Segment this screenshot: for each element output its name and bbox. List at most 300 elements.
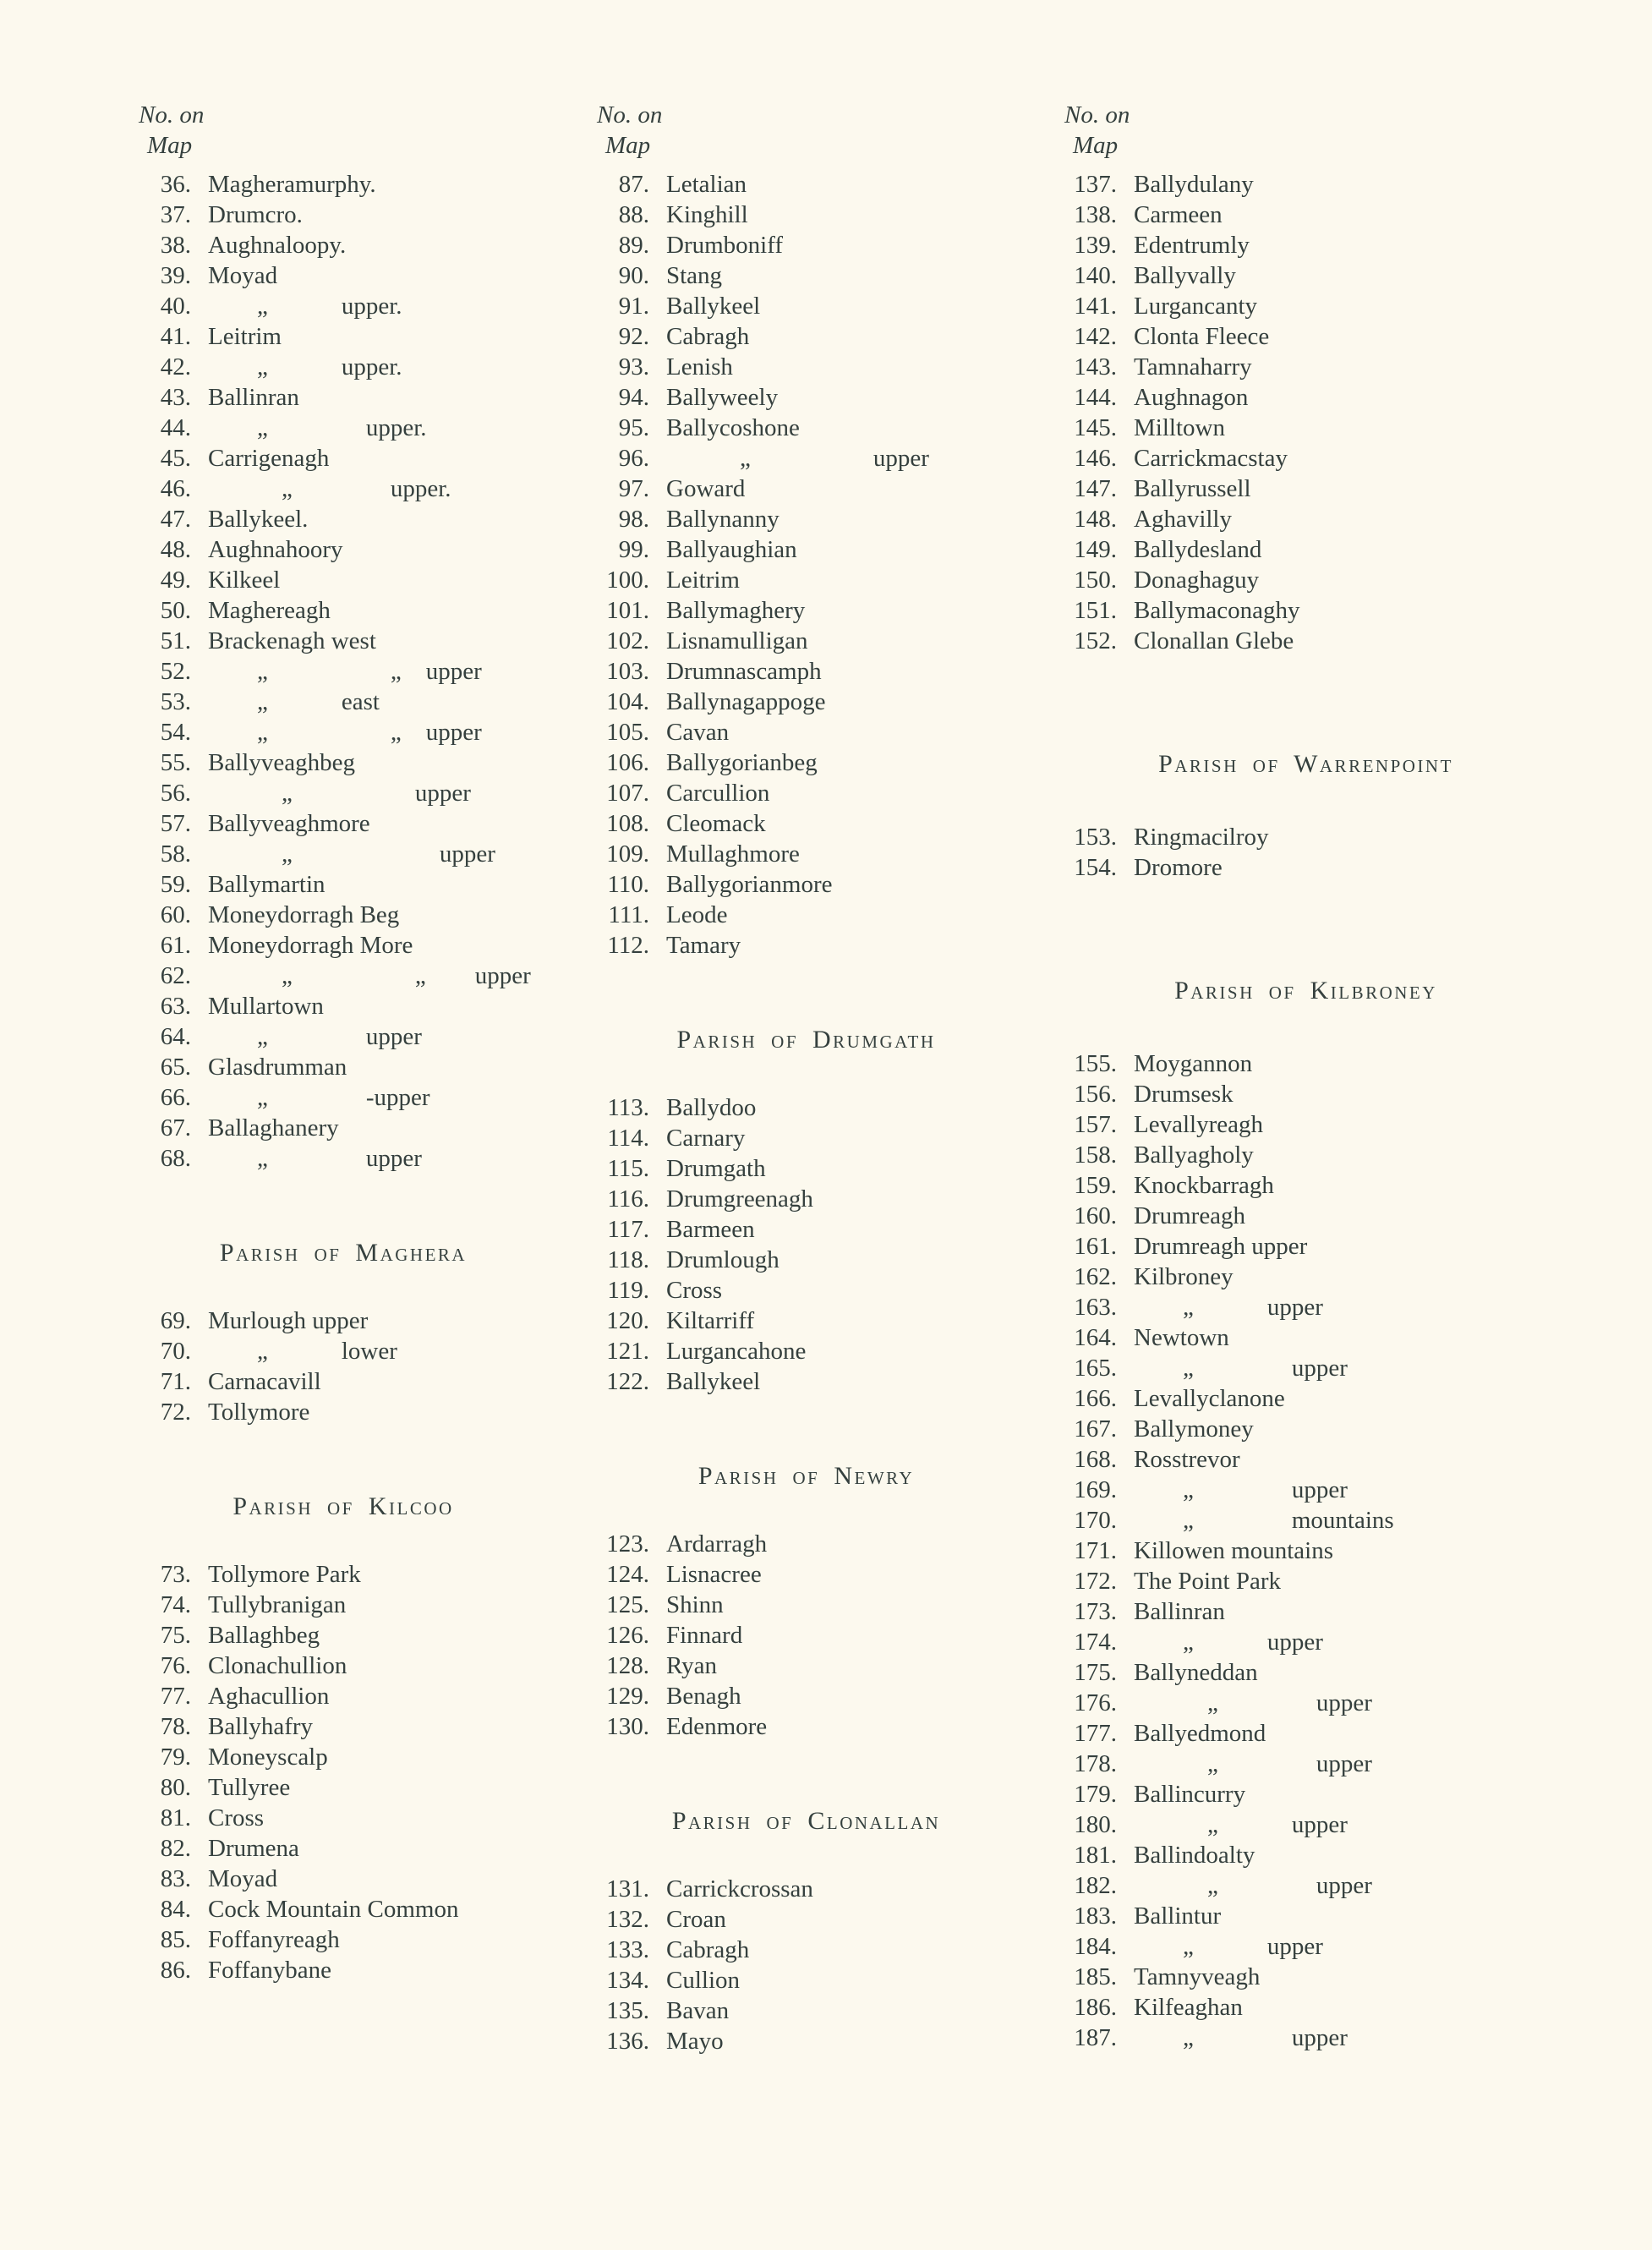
townland-name: Tullyree bbox=[208, 1774, 291, 1801]
townland-row bbox=[585, 747, 1053, 778]
townland-number: 56. bbox=[160, 780, 191, 807]
townland-number: 63. bbox=[160, 993, 191, 1020]
column-header-line2: Map bbox=[1073, 132, 1119, 159]
townland-row bbox=[127, 260, 585, 291]
townland-name: Ballycoshone bbox=[666, 414, 800, 441]
townland-row bbox=[1053, 1931, 1584, 1962]
townland-row bbox=[585, 717, 1053, 747]
townland-number: 40. bbox=[160, 293, 191, 320]
townland-name: „ „ upper bbox=[208, 962, 531, 989]
townland-name: „ upper bbox=[208, 780, 471, 807]
townland-row bbox=[1053, 1322, 1584, 1353]
townland-number: 110. bbox=[607, 871, 649, 898]
townland-number: 106. bbox=[606, 749, 649, 776]
townland-row bbox=[585, 2026, 1053, 2056]
townland-name: Moneyscalp bbox=[208, 1744, 328, 1771]
townland-number: 186. bbox=[1074, 1994, 1117, 2021]
townland-name: Kilfeaghan bbox=[1134, 1994, 1243, 2021]
townland-number: 170. bbox=[1074, 1507, 1117, 1534]
townland-number: 125. bbox=[606, 1591, 649, 1618]
townland-number: 85. bbox=[160, 1926, 191, 1953]
column-header-line2: Map bbox=[605, 132, 651, 159]
townland-row bbox=[585, 1935, 1053, 1965]
townland-name: Ryan bbox=[666, 1652, 718, 1679]
townland-name: Newtown bbox=[1134, 1324, 1229, 1351]
townland-number: 147. bbox=[1074, 475, 1117, 502]
townland-name: „ upper bbox=[1134, 2024, 1348, 2051]
townland-row bbox=[1053, 504, 1584, 534]
townland-row bbox=[585, 1123, 1053, 1153]
townland-name: The Point Park bbox=[1134, 1568, 1281, 1595]
townland-number: 66. bbox=[160, 1084, 191, 1111]
townland-row bbox=[1053, 1901, 1584, 1931]
townland-row bbox=[127, 930, 585, 961]
townland-name: Kilbroney bbox=[1134, 1263, 1234, 1290]
townland-name: Mullartown bbox=[208, 993, 324, 1020]
townland-number: 78. bbox=[160, 1713, 191, 1740]
townland-number: 116. bbox=[607, 1185, 649, 1213]
townland-name: Stang bbox=[666, 262, 723, 289]
townland-name: Ballyneddan bbox=[1134, 1659, 1258, 1686]
townland-name: Donaghaguy bbox=[1134, 567, 1260, 594]
townland-number: 80. bbox=[160, 1774, 191, 1801]
townland-row bbox=[127, 504, 585, 534]
townland-row bbox=[1053, 413, 1584, 443]
townland-number: 37. bbox=[160, 201, 191, 228]
townland-number: 46. bbox=[160, 475, 191, 502]
townland-name: Aghavilly bbox=[1134, 506, 1232, 533]
townland-number: 44. bbox=[160, 414, 191, 441]
townland-name: „ mountains bbox=[1134, 1507, 1394, 1534]
townland-number: 50. bbox=[160, 597, 191, 624]
townland-number: 119. bbox=[607, 1277, 649, 1304]
townland-number: 151. bbox=[1074, 597, 1117, 624]
townland-number: 75. bbox=[160, 1622, 191, 1649]
townland-row bbox=[585, 656, 1053, 687]
townland-row bbox=[585, 321, 1053, 352]
townland-number: 146. bbox=[1074, 445, 1117, 472]
townland-row bbox=[585, 869, 1053, 900]
townland-number: 49. bbox=[160, 567, 191, 594]
column-3 bbox=[1053, 100, 1584, 2056]
townland-number: 51. bbox=[160, 627, 191, 654]
townland-row bbox=[585, 1995, 1053, 2026]
townland-name: Ballyedmond bbox=[1134, 1720, 1266, 1747]
townland-name: „ upper bbox=[1134, 1811, 1348, 1838]
townland-row bbox=[585, 1214, 1053, 1245]
townland-row bbox=[127, 747, 585, 778]
townland-number: 86. bbox=[160, 1957, 191, 1984]
column-header-line1: No. on bbox=[139, 101, 205, 129]
townland-name: Ballykeel. bbox=[208, 506, 309, 533]
townland-name: „ „ upper bbox=[208, 658, 482, 685]
townland-name: Ballymaghery bbox=[666, 597, 806, 624]
townland-name: Ballyrussell bbox=[1134, 475, 1251, 502]
townland-number: 48. bbox=[160, 536, 191, 563]
townland-name: Ballydoo bbox=[666, 1094, 757, 1121]
townland-row bbox=[1053, 1201, 1584, 1231]
townland-row bbox=[1053, 1536, 1584, 1566]
parish-heading: Parish of Drumgath bbox=[676, 1026, 936, 1054]
townland-row bbox=[585, 1306, 1053, 1336]
townland-number: 103. bbox=[606, 658, 649, 685]
townland-row bbox=[127, 1924, 585, 1955]
townland-row bbox=[1053, 382, 1584, 413]
townland-number: 39. bbox=[160, 262, 191, 289]
townland-number: 43. bbox=[160, 384, 191, 411]
parish-heading: Parish of Maghera bbox=[219, 1239, 468, 1267]
townland-number: 140. bbox=[1074, 262, 1117, 289]
townland-name: Ballyagholy bbox=[1134, 1141, 1254, 1169]
townland-number: 143. bbox=[1074, 353, 1117, 380]
townland-number: 97. bbox=[618, 475, 649, 502]
townland-name: Goward bbox=[666, 475, 746, 502]
townland-name: Moneydorragh More bbox=[208, 932, 413, 959]
townland-row bbox=[127, 1681, 585, 1711]
townland-row bbox=[585, 1559, 1053, 1590]
townland-number: 144. bbox=[1074, 384, 1117, 411]
townland-name: Clonta Fleece bbox=[1134, 323, 1270, 350]
townland-row bbox=[1053, 1231, 1584, 1262]
column-header bbox=[597, 100, 1053, 161]
townland-name: „ upper bbox=[208, 1023, 422, 1050]
townland-row bbox=[127, 1864, 585, 1894]
townland-name: Drumnascamph bbox=[666, 658, 822, 685]
townland-number: 121. bbox=[606, 1338, 649, 1365]
townland-number: 172. bbox=[1074, 1568, 1117, 1595]
townland-row bbox=[127, 778, 585, 808]
townland-name: „ upper. bbox=[208, 353, 402, 380]
townland-name: Ballintur bbox=[1134, 1902, 1222, 1930]
townland-number: 54. bbox=[160, 719, 191, 746]
column-header bbox=[139, 100, 585, 161]
townland-number: 67. bbox=[160, 1114, 191, 1141]
townland-number: 184. bbox=[1074, 1933, 1117, 1960]
townland-row bbox=[1053, 1444, 1584, 1475]
townland-number: 91. bbox=[618, 293, 649, 320]
townland-number: 167. bbox=[1074, 1415, 1117, 1443]
townland-row bbox=[585, 230, 1053, 260]
townland-name: „ upper bbox=[1134, 1294, 1323, 1321]
townland-number: 38. bbox=[160, 232, 191, 259]
townland-number: 164. bbox=[1074, 1324, 1117, 1351]
townland-name: Cabragh bbox=[666, 1936, 750, 1963]
townland-number: 93. bbox=[618, 353, 649, 380]
townland-number: 61. bbox=[160, 932, 191, 959]
townland-number: 57. bbox=[160, 810, 191, 837]
townland-row bbox=[1053, 1414, 1584, 1444]
townland-name: Knockbarragh bbox=[1134, 1172, 1274, 1199]
townland-name: „ upper bbox=[1134, 1933, 1323, 1960]
townland-row bbox=[1053, 200, 1584, 230]
townland-number: 162. bbox=[1074, 1263, 1117, 1290]
townland-number: 139. bbox=[1074, 232, 1117, 259]
townland-number: 52. bbox=[160, 658, 191, 685]
townland-number: 168. bbox=[1074, 1446, 1117, 1473]
townland-row bbox=[127, 626, 585, 656]
townland-number: 174. bbox=[1074, 1629, 1117, 1656]
townland-name: Tamnaharry bbox=[1134, 353, 1252, 380]
townland-row bbox=[127, 1742, 585, 1772]
townland-number: 115. bbox=[607, 1155, 649, 1182]
townland-name: Benagh bbox=[666, 1683, 741, 1710]
townland-row bbox=[585, 474, 1053, 504]
townland-row bbox=[585, 1153, 1053, 1184]
townland-number: 122. bbox=[606, 1368, 649, 1395]
townland-name: Mullaghmore bbox=[666, 840, 800, 868]
townland-name: Ballydesland bbox=[1134, 536, 1262, 563]
townland-name: Murlough upper bbox=[208, 1307, 369, 1334]
townland-number: 55. bbox=[160, 749, 191, 776]
townland-number: 136. bbox=[606, 2028, 649, 2055]
townland-row bbox=[127, 443, 585, 474]
townland-name: Tollymore bbox=[208, 1399, 310, 1426]
townland-name: Ballyaughian bbox=[666, 536, 797, 563]
townland-row bbox=[585, 900, 1053, 930]
townland-row bbox=[585, 1092, 1053, 1123]
townland-number: 130. bbox=[606, 1713, 649, 1740]
townland-name: Aughnagon bbox=[1134, 384, 1249, 411]
townland-row bbox=[127, 1803, 585, 1833]
townland-number: 100. bbox=[606, 567, 649, 594]
townland-name: Leitrim bbox=[208, 323, 282, 350]
townland-name: Ballynanny bbox=[666, 506, 780, 533]
townland-name: Cross bbox=[208, 1804, 265, 1831]
townland-number: 159. bbox=[1074, 1172, 1117, 1199]
townland-name: „ upper bbox=[1134, 1355, 1348, 1382]
townland-name: Ballindoalty bbox=[1134, 1842, 1255, 1869]
townland-row bbox=[1053, 1475, 1584, 1505]
parish-heading: Parish of Kilcoo bbox=[232, 1492, 454, 1520]
townland-number: 142. bbox=[1074, 323, 1117, 350]
townland-number: 92. bbox=[618, 323, 649, 350]
townland-row bbox=[585, 1965, 1053, 1995]
townland-row bbox=[127, 1590, 585, 1620]
townland-number: 113. bbox=[607, 1094, 649, 1121]
townland-row bbox=[585, 200, 1053, 230]
townland-name: Drumreagh upper bbox=[1134, 1233, 1308, 1260]
townland-row bbox=[1053, 1109, 1584, 1140]
townland-name: Edentrumly bbox=[1134, 232, 1250, 259]
townland-row bbox=[585, 1711, 1053, 1742]
townland-number: 102. bbox=[606, 627, 649, 654]
townland-name: „ upper bbox=[208, 1145, 422, 1172]
townland-name: Leode bbox=[666, 901, 728, 928]
townland-name: „ upper bbox=[666, 445, 929, 472]
townland-number: 180. bbox=[1074, 1811, 1117, 1838]
townland-number: 111. bbox=[608, 901, 649, 928]
townland-number: 81. bbox=[160, 1804, 191, 1831]
townland-number: 157. bbox=[1074, 1111, 1117, 1138]
townland-name: Carrickcrossan bbox=[666, 1875, 813, 1902]
townland-number: 145. bbox=[1074, 414, 1117, 441]
townland-name: Bavan bbox=[666, 1997, 730, 2024]
townland-name: Cross bbox=[666, 1277, 723, 1304]
townland-row bbox=[585, 1874, 1053, 1904]
townland-number: 149. bbox=[1074, 536, 1117, 563]
townland-number: 183. bbox=[1074, 1902, 1117, 1930]
townland-name: Drumcro. bbox=[208, 201, 303, 228]
townland-name: Lisnamulligan bbox=[666, 627, 808, 654]
townland-number: 58. bbox=[160, 840, 191, 868]
townland-name: Lurgancahone bbox=[666, 1338, 807, 1365]
townland-name: „ upper bbox=[1134, 1689, 1372, 1716]
townland-number: 133. bbox=[606, 1936, 649, 1963]
townland-row bbox=[127, 474, 585, 504]
townland-name: Glasdrumman bbox=[208, 1054, 347, 1081]
townland-row bbox=[585, 382, 1053, 413]
townland-number: 64. bbox=[160, 1023, 191, 1050]
townland-number: 84. bbox=[160, 1896, 191, 1923]
townland-name: Ballyweely bbox=[666, 384, 779, 411]
townland-row bbox=[127, 1894, 585, 1924]
townland-name: Maghereagh bbox=[208, 597, 331, 624]
townland-number: 88. bbox=[618, 201, 649, 228]
townland-name: Magheramurphy. bbox=[208, 171, 376, 198]
townland-number: 60. bbox=[160, 901, 191, 928]
townland-name: Drumboniff bbox=[666, 232, 784, 259]
townland-name: Carrigenagh bbox=[208, 445, 330, 472]
townland-name: „ upper bbox=[1134, 1750, 1372, 1777]
townland-row bbox=[1053, 595, 1584, 626]
townland-row bbox=[127, 1711, 585, 1742]
townland-name: Drumgath bbox=[666, 1155, 766, 1182]
townland-row bbox=[127, 839, 585, 869]
townland-number: 166. bbox=[1074, 1385, 1117, 1412]
townland-number: 68. bbox=[160, 1145, 191, 1172]
townland-number: 138. bbox=[1074, 201, 1117, 228]
townland-name: Rosstrevor bbox=[1134, 1446, 1240, 1473]
townland-name: „ upper bbox=[1134, 1629, 1323, 1656]
townland-name: Ballynagappoge bbox=[666, 688, 826, 715]
townland-row bbox=[1053, 291, 1584, 321]
column-1 bbox=[127, 100, 585, 2056]
column-header-line1: No. on bbox=[597, 101, 663, 129]
townland-name: „ east bbox=[208, 688, 380, 715]
townland-name: Ardarragh bbox=[666, 1530, 768, 1557]
townland-row bbox=[585, 1245, 1053, 1275]
townland-number: 181. bbox=[1074, 1842, 1117, 1869]
townland-name: „ upper bbox=[1134, 1476, 1348, 1503]
townland-name: Clonallan Glebe bbox=[1134, 627, 1294, 654]
townland-name: Aghacullion bbox=[208, 1683, 330, 1710]
townland-row bbox=[585, 1651, 1053, 1681]
townland-number: 158. bbox=[1074, 1141, 1117, 1169]
townland-row bbox=[585, 1681, 1053, 1711]
townland-row bbox=[585, 778, 1053, 808]
townland-number: 62. bbox=[160, 962, 191, 989]
townland-number: 126. bbox=[606, 1622, 649, 1649]
townland-row bbox=[1053, 1079, 1584, 1109]
townland-number: 134. bbox=[606, 1967, 649, 1994]
townland-row bbox=[1053, 822, 1584, 852]
townland-name: Aughnahoory bbox=[208, 536, 343, 563]
townland-name: Ballyveaghmore bbox=[208, 810, 370, 837]
townland-number: 129. bbox=[606, 1683, 649, 1710]
townland-number: 71. bbox=[160, 1368, 191, 1395]
townland-name: Levallyclanone bbox=[1134, 1385, 1285, 1412]
townland-name: Ballygorianmore bbox=[666, 871, 833, 898]
townland-number: 79. bbox=[160, 1744, 191, 1771]
townland-number: 171. bbox=[1074, 1537, 1117, 1564]
townland-row bbox=[127, 687, 585, 717]
townland-row bbox=[1053, 1170, 1584, 1201]
townland-number: 42. bbox=[160, 353, 191, 380]
townland-row bbox=[127, 1052, 585, 1082]
townland-name: Lenish bbox=[666, 353, 733, 380]
townland-name: Ballincurry bbox=[1134, 1781, 1246, 1808]
townland-row bbox=[1053, 852, 1584, 883]
townland-row bbox=[127, 717, 585, 747]
townland-number: 59. bbox=[160, 871, 191, 898]
townland-name: Cabragh bbox=[666, 323, 750, 350]
townland-row bbox=[127, 352, 585, 382]
townland-number: 74. bbox=[160, 1591, 191, 1618]
townland-name: Moyad bbox=[208, 262, 278, 289]
townland-number: 53. bbox=[160, 688, 191, 715]
parish-heading: Parish of Warrenpoint bbox=[1158, 750, 1453, 778]
townland-row bbox=[585, 260, 1053, 291]
townland-name: Shinn bbox=[666, 1591, 724, 1618]
townland-row bbox=[127, 1651, 585, 1681]
townland-name: Ballymaconaghy bbox=[1134, 597, 1300, 624]
townland-number: 128. bbox=[606, 1652, 649, 1679]
townland-name: Drumsesk bbox=[1134, 1081, 1234, 1108]
townland-name: Ringmacilroy bbox=[1134, 824, 1269, 851]
townland-row bbox=[1053, 1627, 1584, 1657]
townland-row bbox=[585, 808, 1053, 839]
parish-heading: Parish of Kilbroney bbox=[1174, 977, 1437, 1005]
townland-number: 176. bbox=[1074, 1689, 1117, 1716]
townland-number: 104. bbox=[606, 688, 649, 715]
townland-number: 77. bbox=[160, 1683, 191, 1710]
townland-name: Foffanyreagh bbox=[208, 1926, 340, 1953]
townland-number: 41. bbox=[160, 323, 191, 350]
townland-name: Drumena bbox=[208, 1835, 299, 1862]
townland-number: 108. bbox=[606, 810, 649, 837]
townland-number: 182. bbox=[1074, 1872, 1117, 1899]
townland-row bbox=[127, 1143, 585, 1174]
townland-row bbox=[127, 321, 585, 352]
townland-row bbox=[127, 1113, 585, 1143]
townland-number: 123. bbox=[606, 1530, 649, 1557]
townland-row bbox=[585, 291, 1053, 321]
townland-row bbox=[585, 1184, 1053, 1214]
townland-row bbox=[1053, 1749, 1584, 1779]
townland-number: 72. bbox=[160, 1399, 191, 1426]
townland-number: 109. bbox=[606, 840, 649, 868]
townland-number: 155. bbox=[1074, 1050, 1117, 1077]
townland-number: 154. bbox=[1074, 854, 1117, 881]
townland-row bbox=[1053, 230, 1584, 260]
townland-row bbox=[127, 869, 585, 900]
townland-row bbox=[1053, 1992, 1584, 2023]
townland-row bbox=[585, 839, 1053, 869]
townland-name: Clonachullion bbox=[208, 1652, 347, 1679]
townland-row bbox=[1053, 1657, 1584, 1688]
townland-name: Ballinran bbox=[1134, 1598, 1225, 1625]
townland-row bbox=[127, 1306, 585, 1336]
townland-row bbox=[585, 169, 1053, 200]
townland-number: 69. bbox=[160, 1307, 191, 1334]
townland-row bbox=[1053, 1718, 1584, 1749]
townland-name: „ upper. bbox=[208, 414, 427, 441]
townland-row bbox=[585, 1904, 1053, 1935]
townland-name: Kinghill bbox=[666, 201, 748, 228]
townland-number: 175. bbox=[1074, 1659, 1117, 1686]
townland-row bbox=[1053, 1292, 1584, 1322]
townland-name: Kiltarriff bbox=[666, 1307, 755, 1334]
